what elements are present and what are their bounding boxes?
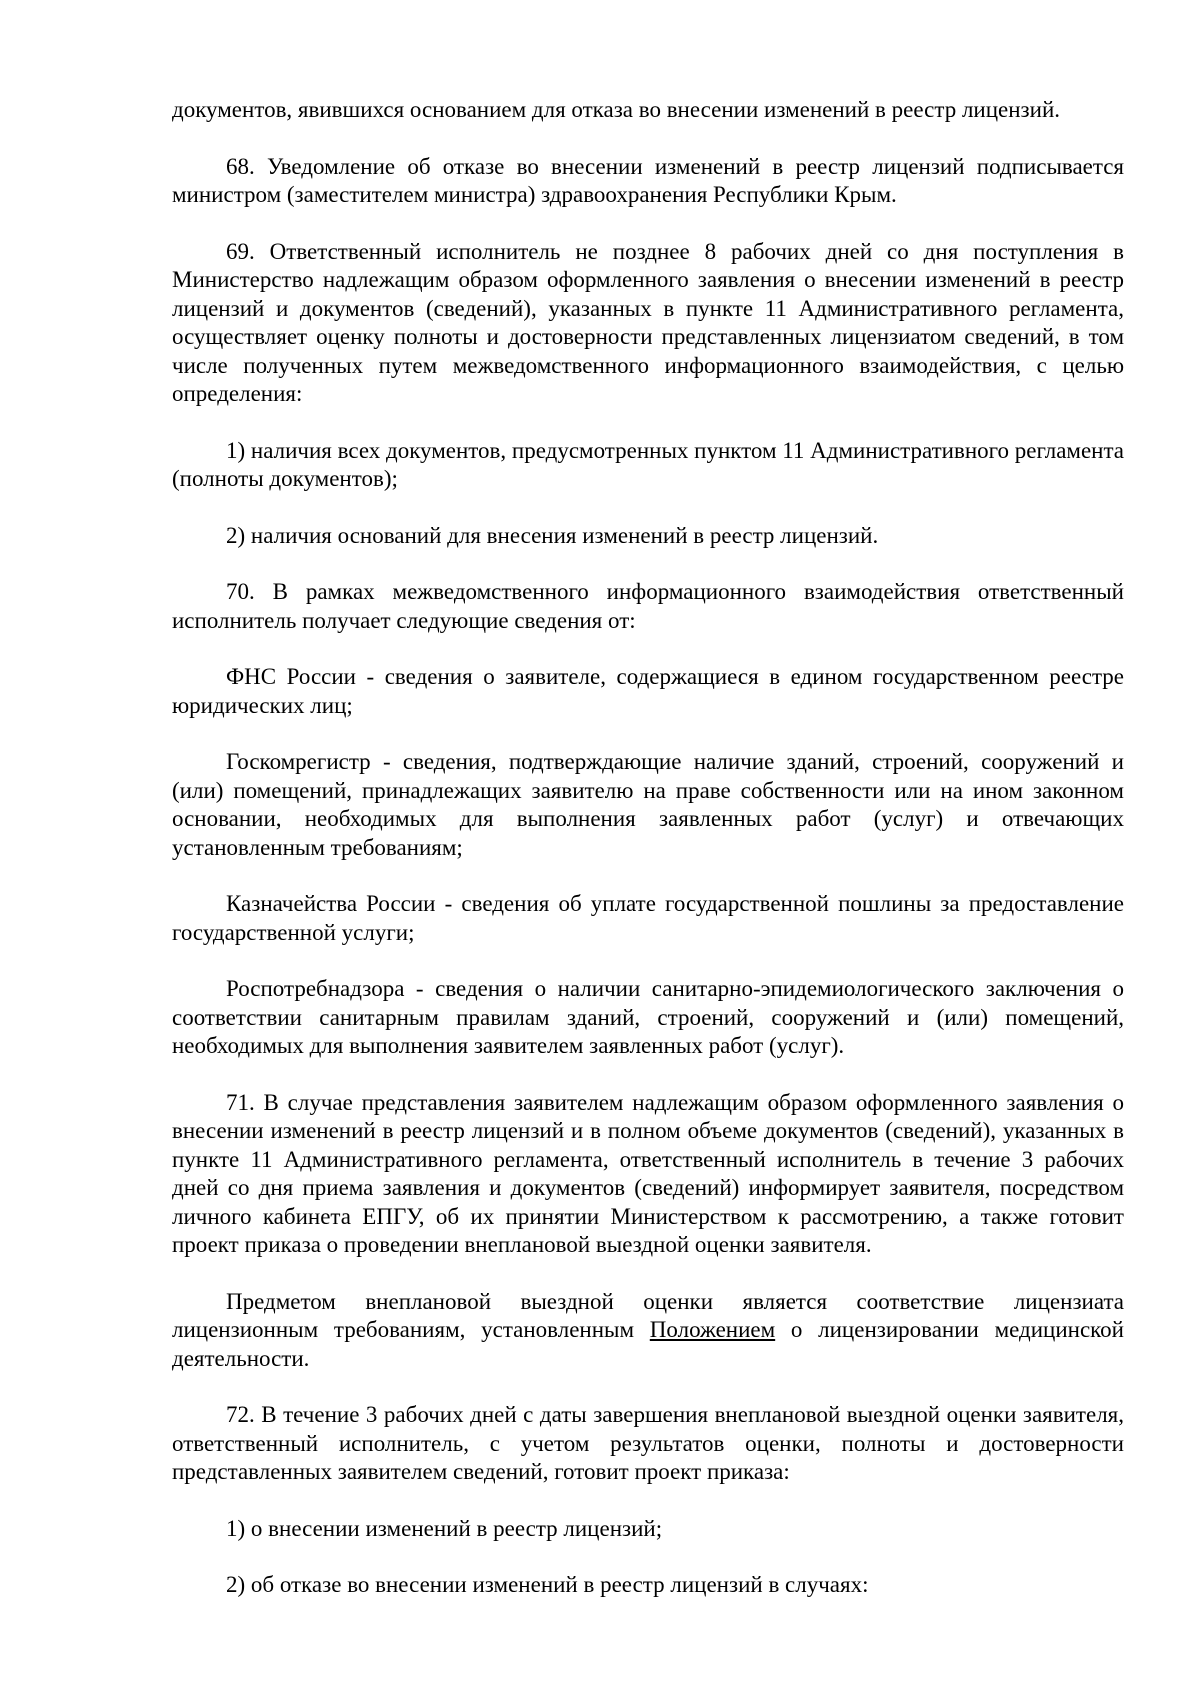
paragraph-70-goskomregistr: Госкомрегистр - сведения, подтверждающие наличие зданий, строений, сооружений и (или) помещений, принадлежащих заявителю на праве собственности или на ином законном основании, необходимых для выполнения заявленных работ (услуг) и отвечающих установленным требованиям; <box>172 749 1124 860</box>
paragraph-71: 71. В случае представления заявителем надлежащим образом оформленного заявления о внесении изменений в реестр лицензий и в полном объеме документов (сведений), указанных в пункте 11 Административного регламента, ответственный исполнитель в течение 3 рабочих дней со дня приема заявления и документов (сведений) информирует заявителя, посредством личного кабинета ЕПГУ, об их принятии Министерством к рассмотрению, а также готовит проект приказа о проведении внеплановой выездной оценки заявителя. <box>172 1089 1124 1257</box>
paragraph-70-kaznacheystvo: Казначейства России - сведения об уплате государственной пошлины за предоставление государственной услуги; <box>172 891 1124 945</box>
subject-text-after: о лицензировании медицинской деятельности. <box>172 1317 1124 1371</box>
paragraph-69-item-1: 1) наличия всех документов, предусмотренных пунктом 11 Административного регламента (полноты документов); <box>172 437 1125 491</box>
paragraph-continuation: документов, явившихся основанием для отказа во внесении изменений в реестр лицензий. <box>172 97 1061 122</box>
paragraph-subject <box>172 1288 1124 1374</box>
subject-text-before: Предметом внеплановой выездной оценки является соответствие лицензиата лицензионным требованиям, установленным <box>172 1288 1124 1342</box>
paragraph-70: 70. В рамках межведомственного информационного взаимодействия ответственный исполнитель получает следующие сведения от: <box>172 579 1124 633</box>
paragraph-70-fns: ФНС России - сведения о заявителе, содержащиеся в едином государственном реестре юридических лиц; <box>172 664 1124 718</box>
paragraph-72-item-1: 1) о внесении изменений в реестр лицензий; <box>226 1515 663 1541</box>
paragraph-72: 72. В течение 3 рабочих дней с даты завершения внеплановой выездной оценки заявителя, ответственный исполнитель, с учетом результатов оценки, полноты и достоверности представленных заявителем сведений, готовит проект приказа: <box>172 1402 1124 1484</box>
document-page <box>172 96 1124 1628</box>
paragraph-72-item-2: 2) об отказе во внесении изменений в реестр лицензий в случаях: <box>226 1572 869 1597</box>
polozhenie-link[interactable]: Положением <box>649 1317 776 1342</box>
paragraph-69: 69. Ответственный исполнитель не позднее 8 рабочих дней со дня поступления в Министерство надлежащим образом оформленного заявления о внесении изменений в реестр лицензий и документов (сведений), указанных в пункте 11 Административного регламента, осуществляет оценку полноты и достоверности представленных лицензиатом сведений, в том числе полученных путем межведомственного информационного взаимодействия, с целью определения: <box>172 238 1124 406</box>
paragraph-68: 68. Уведомление об отказе во внесении изменений в реестр лицензий подписывается министром (заместителем министра) здравоохранения Республики Крым. <box>172 153 1124 207</box>
paragraph-69-item-2: 2) наличия оснований для внесения изменений в реестр лицензий. <box>226 522 879 548</box>
paragraph-70-rospotrebnadzor: Роспотребнадзора - сведения о наличии санитарно-эпидемиологического заключения о соответствии санитарным правилам зданий, строений, сооружений и (или) помещений, необходимых для выполнения заявителем заявленных работ (услуг). <box>172 976 1124 1058</box>
